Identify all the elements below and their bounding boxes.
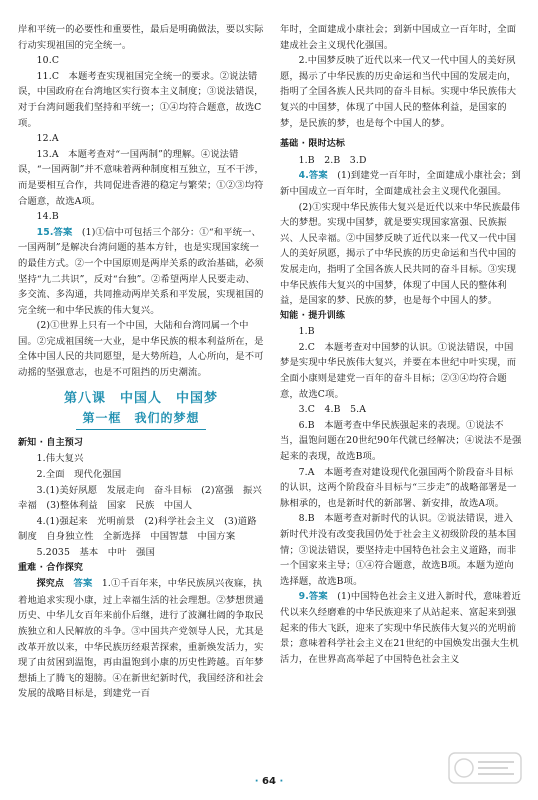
answer-label: 答案 [73,578,93,590]
section-heading: 重难 · 合作探究 [18,562,84,573]
frame-title: 第一框 我们的梦想 [76,411,205,430]
answer-text: (1)中国特色社会主义进入新时代，意味着近代以来久经磨难的中华民族迎来了从站起来、富起来到强起来的伟大飞跃，迎来了实现中华民族伟大复兴的光明前景；意味着科学社会主义在21世纪的中国焕发出强大生机活力，在世界高高举起了中国特色社会主义 [280,591,521,665]
answer-paragraph [18,576,264,702]
answer-label: 4.答案 [298,170,328,182]
section-heading: 新知 · 自主预习 [18,437,84,448]
answer-line: 5.2035 基本 中叶 强国 [36,547,156,558]
answer-text: (1)①信中可包括三个部分：①“和平统一、一国两制”是解决台湾问题的基本方针，也是实现国家统一的最佳方式。②一个中国原则是两岸关系的政治基础，必须坚持“九二共识”，反对“台独”。②希望两岸人民要走动、多交流、多沟通，共同推动两岸关系和平发展，实现祖国的完全统一和中华民族的伟大复兴。 [18,226,264,316]
answer-line: 1.B 2.B 3.D [298,154,367,166]
answer-paragraph: 2.C 本题考查对中国梦的认识。①说法错误，中国梦是实现中华民族伟大复兴，并要在本世纪中叶实现，而全面小康则是建党一百年的奋斗目标；②③④均符合题意，故选C项。 [280,341,517,400]
lesson-heading [18,391,264,408]
answer-paragraph: 13.A 本题考查对“一国两制”的理解。④说法错误，“一国两制”并不意味着两种制度相互独立，互不干涉，而是要相互合作，共同促进香港的稳定与繁荣；①②③均符合题意，故选A项。 [18,148,264,207]
answer-line: 3.(1)美好夙愿 发展走向 奋斗目标 (2)富强 振兴 幸福 (3)整体利益 国家 民族 中国人 [18,484,272,512]
section-heading: 基础 · 限时达标 [280,139,346,150]
answer-text: 1.①千百年来，中华民族夙兴夜寐，执着地追求实现小康，过上幸福生活的社会理想。②梦想贯通历史、中华儿女百年来前仆后继，进行了波澜壮阔的争取民族独立和人民解放的斗争。③中国共产党领导人民，尤其是改革开放以来，中华民族历经艰苦探索，重新焕发活力，实现了由贫困到温饱，再由温饱到小康的历史性跨越。百年梦想插上了腾飞的翅膀。④在新世纪新时代，我国经济和社会发展的战略目标是，到建党一百 [18,578,264,700]
answer-line: 10.C [36,55,60,67]
answer-label: 15.答案 [36,226,73,238]
answer-line: 3.C 4.B 5.A [298,404,367,416]
answer-paragraph [280,168,522,199]
answer-line: 4.(1)强起来 光明前景 (2)科学社会主义 (3)道路 制度 自身独立性 全新选择 中国智慧 中国方案 [18,515,267,543]
answer-paragraph: 2.中国梦反映了近代以来一代又一代中国人的美好夙愿，揭示了中华民族的历史命运和当代中国的发展走向，指明了全国各族人民共同的奋斗目标。实现中华民族伟大复兴的中国梦，体现了中国人民的整体利益，是国家的梦，是民族的梦，也是每个中国人的梦。 [280,55,517,129]
answer-text: (1)到建党一百年时，全面建成小康社会；到新中国成立一百年时，全面建成社会主义现代化强国。 [280,170,521,197]
answer-line: 12.A [36,133,59,145]
answer-paragraph: (2)①实现中华民族伟大复兴是近代以来中华民族最伟大的梦想。实现中国梦，就是要实现国家富强、民族振兴、人民幸福。②中国梦反映了近代以来一代又一代中国人的美好夙愿，揭示了中华民族的历史命运和当代中国的发展走向，指明了全国各族人民共同的奋斗目标。③实现中华民族伟大复兴的中国梦，体现了中国人民的整体利益，是国家的梦、民族的梦，也是每个中国人的梦。 [280,201,521,307]
answer-paragraph: 11.C 本题考查实现祖国完全统一的要求。②说法错误，中国政府在台湾地区实行资本主义制度；③说法错误，对于台湾问题我们坚持和平统一；①④均符合题意，故选C项。 [18,70,264,129]
section-heading: 知能 · 提升训练 [280,310,346,321]
right-column [280,22,522,667]
paragraph: 年时，全面建成小康社会；到新中国成立一百年时，全面建成社会主义现代化强国。 [280,24,517,51]
answer-paragraph: (2)①世界上只有一个中国，大陆和台湾同属一个中国。②完成祖国统一大业，是中华民族的根本利益所在，是全体中国人民的共同愿望，是大势所趋，人心所向，是不可动摇的坚强意志，也是不可阻挡的历史潮流。 [18,320,264,379]
left-column [18,22,272,702]
answer-line: 1.B [298,326,315,338]
answer-paragraph: 6.B 本题考查中华民族强起来的表现。①说法不当，温饱问题在20世纪90年代就已经解决；④说法不是强起来的表现，故选B项。 [280,419,522,463]
answer-paragraph [280,589,522,667]
answer-paragraph [18,225,264,319]
frame-heading [18,411,264,430]
lesson-title: 第八课 中国人 中国梦 [63,390,218,406]
paragraph: 岸和平统一的必要性和重要性，最后是明确做法，要以实际行动实现祖国的完全统一。 [18,24,264,51]
watermark-icon [448,752,522,784]
answer-line: 14.B [36,211,59,223]
answer-line: 1.伟大复兴 [36,453,84,465]
answer-paragraph: 8.B 本题考查对新时代的认识。②说法错误，进入新时代并没有改变我国仍处于社会主义初级阶段的基本国情；③说法错误，要坚持走中国特色社会主义道路，而非一个国家来主导；①④符合题意，故选B项。本题为逆向选择题，故选B项。 [280,513,517,587]
page-number: · 64 · [254,776,284,787]
explore-label: 探究点 [36,579,65,590]
answer-paragraph: 7.A 本题考查对建设现代化强国两个阶段奋斗目标的认识，这两个阶段奋斗目标与“三步走”的战略部署是一脉相承的，也是新时代的新部署、新安排，故选A项。 [280,466,517,509]
answer-label: 9.答案 [298,591,328,603]
answer-line: 2.全面 现代化强国 [36,469,122,481]
